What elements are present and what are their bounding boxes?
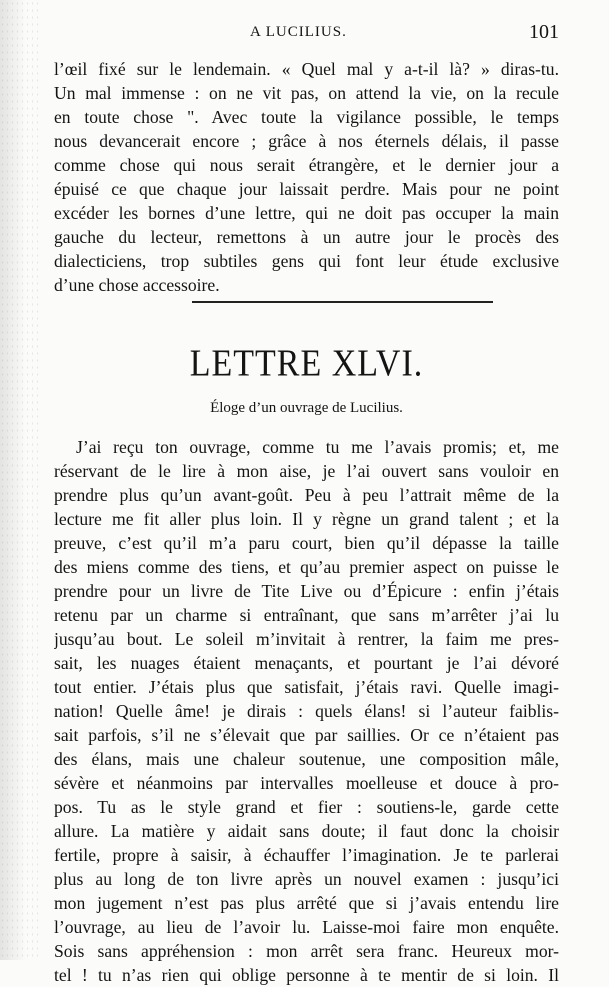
- running-head: [54, 21, 559, 44]
- text-line: l’ouvrage, au lieu de l’avoir lu. Laisse-moi faire mon enquête.: [54, 917, 559, 937]
- paragraph-continued: [54, 57, 559, 297]
- running-title: A LUCILIUS.: [250, 24, 347, 40]
- text-line: prendre plus qu’un avant-goût. Peu à peu l’attrait même de la: [54, 485, 559, 505]
- text-line: sait parfois, s’il ne s’élevait que par saillies. Or ce n’étaient pas: [54, 725, 559, 745]
- text-line: mon jugement n’est pas plus arrêté que si j’avais entendu lire: [54, 893, 559, 913]
- text-line: dialecticiens, trop subtiles gens qui font leur étude exclusive: [54, 251, 559, 271]
- text-line: tel ! tu n’as rien qui oblige personne à te mentir de si loin. Il: [54, 965, 559, 985]
- text-line: lecture me fit aller plus loin. Il y règne un grand talent ; et la: [54, 509, 559, 529]
- text-line: nous devancerait encore ; grâce à nos éternels délais, il passe: [54, 131, 559, 151]
- section-divider: [192, 301, 493, 303]
- text-line: plus au long de ton livre après un nouvel examen : jusqu’ici: [54, 869, 559, 889]
- text-line: prendre pour un livre de Tite Live ou d’Épicure : enfin j’étais: [54, 581, 559, 601]
- text-line: épuisé ce que chaque jour laissait perdre. Mais pour ne point: [54, 179, 559, 199]
- text-line: nation! Quelle âme! je dirais : quels élans! si l’auteur faiblis-: [54, 701, 559, 721]
- text-line: réservant de le lire à mon aise, je l’ai ouvert sans vouloir en: [54, 461, 559, 481]
- text-line: sait, les nuages étaient menaçants, et pourtant je l’ai dévoré: [54, 653, 559, 673]
- text-line: retenu par un charme si entraînant, que sans m’arrêter j’ai lu: [54, 605, 559, 625]
- text-line: sévère et néanmoins par intervalles moelleuse et douce à pro-: [54, 773, 559, 793]
- page-gutter-speckle: [0, 0, 40, 960]
- text-line: l’œil fixé sur le lendemain. « Quel mal y a-t-il là? » diras-tu.: [54, 59, 559, 79]
- text-line: excéder les bornes d’une lettre, qui ne doit pas occuper la main: [54, 203, 559, 223]
- text-line: gauche du lecteur, remettons à un autre jour le procès des: [54, 227, 559, 247]
- letter-body: [54, 435, 559, 987]
- text-line: allure. La matière y aidait sans doute; il faut donc la choisir: [54, 821, 559, 841]
- text-line: tout entier. J’étais plus que satisfait, j’étais ravi. Quelle imagi-: [54, 677, 559, 697]
- text-line: des élans, mais une chaleur soutenue, une composition mâle,: [54, 749, 559, 769]
- text-line: d’une chose accessoire.: [54, 275, 220, 295]
- text-line: comme chose qui nous serait étrangère, et le dernier jour a: [54, 155, 559, 175]
- text-line: Un mal immense : on ne vit pas, on attend la vie, on la recule: [54, 83, 559, 103]
- letter-subtitle: Éloge d’un ouvrage de Lucilius.: [210, 400, 403, 416]
- text-line: J’ai reçu ton ouvrage, comme tu me l’avais promis; et, me: [76, 437, 559, 457]
- text-line: jusqu’au bout. Le soleil m’invitait à rentrer, la faim me pres-: [54, 629, 559, 649]
- text-line: preuve, c’est qu’il m’a paru court, bien qu’il dépasse la taille: [54, 533, 559, 553]
- text-line: fertile, propre à saisir, à échauffer l’imagination. Je te parlerai: [54, 845, 559, 865]
- text-line: en toute chose ". Avec toute la vigilance possible, le temps: [54, 107, 559, 127]
- text-line: des miens comme des tiens, et qu’au premier aspect on puisse le: [54, 557, 559, 577]
- text-line: Sois sans appréhension : mon arrêt sera franc. Heureux mor-: [54, 941, 559, 961]
- text-line: pos. Tu as le style grand et fier : soutiens-le, garde cette: [54, 797, 559, 817]
- letter-heading: LETTRE XLVI.: [189, 343, 424, 385]
- page-number: 101: [529, 21, 559, 43]
